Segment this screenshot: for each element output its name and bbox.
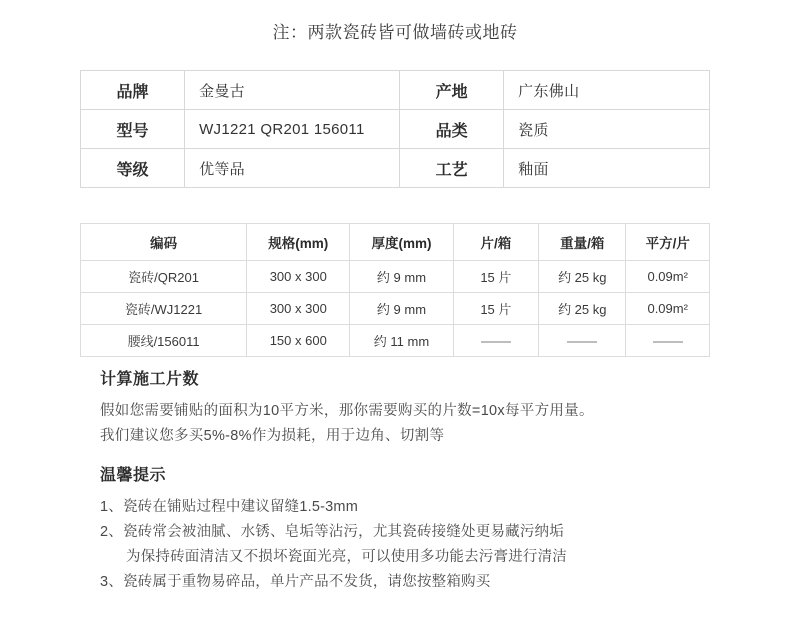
tip-item-1: 1、瓷砖在铺贴过程中建议留缝1.5-3mm bbox=[100, 499, 358, 515]
tips-section bbox=[100, 462, 720, 595]
dash-mark bbox=[653, 341, 683, 343]
spec-value-brand: 金曼古 bbox=[185, 71, 400, 110]
table-row bbox=[81, 71, 710, 110]
table-row bbox=[81, 110, 710, 149]
cell-weight: 约 25 kg bbox=[539, 293, 626, 325]
spec-value-craft: 釉面 bbox=[504, 149, 710, 188]
cell-thickness: 约 11 mm bbox=[350, 325, 453, 357]
spec-label-brand: 品牌 bbox=[81, 71, 185, 110]
table-header-row bbox=[81, 224, 710, 261]
calculation-title: 计算施工片数 bbox=[100, 371, 200, 388]
table-row bbox=[81, 325, 710, 357]
spec-table bbox=[80, 70, 710, 188]
cell-size: 300 x 300 bbox=[247, 293, 350, 325]
col-header-code: 编码 bbox=[81, 224, 247, 261]
size-table bbox=[80, 223, 710, 357]
tip-item-2: 2、瓷砖常会被油腻、水锈、皂垢等沾污，尤其瓷砖接缝处更易藏污纳垢 bbox=[100, 523, 564, 540]
cell-code: 腰线/156011 bbox=[81, 325, 247, 357]
table-row bbox=[81, 261, 710, 293]
cell-code: 瓷砖/QR201 bbox=[81, 261, 247, 293]
tip-item-3: 3、瓷砖属于重物易碎品，单片产品不发货，请您按整箱购买 bbox=[100, 573, 491, 590]
cell-pieces-empty bbox=[453, 325, 539, 357]
calculation-line-2: 我们建议您多买5%-8%作为损耗，用于边角、切割等 bbox=[100, 428, 445, 445]
table-row bbox=[81, 149, 710, 188]
col-header-size: 规格(mm) bbox=[247, 224, 350, 261]
note-text: 注：两款瓷砖皆可做墙砖或地砖 bbox=[272, 23, 518, 42]
spec-value-origin: 广东佛山 bbox=[504, 71, 710, 110]
spec-value-category: 瓷质 bbox=[504, 110, 710, 149]
cell-pieces: 15 片 bbox=[453, 293, 539, 325]
col-header-area-per-piece: 平方/片 bbox=[626, 224, 710, 261]
dash-mark bbox=[481, 341, 511, 343]
cell-thickness: 约 9 mm bbox=[350, 261, 453, 293]
dash-mark bbox=[567, 341, 597, 343]
tips-title: 温馨提示 bbox=[100, 467, 167, 484]
cell-size: 300 x 300 bbox=[247, 261, 350, 293]
spec-label-model: 型号 bbox=[81, 110, 185, 149]
spec-value-model: WJ1221 QR201 156011 bbox=[185, 110, 400, 149]
cell-code: 瓷砖/WJ1221 bbox=[81, 293, 247, 325]
spec-label-grade: 等级 bbox=[81, 149, 185, 188]
col-header-thickness: 厚度(mm) bbox=[350, 224, 453, 261]
calculation-section bbox=[100, 366, 720, 450]
spec-label-category: 品类 bbox=[400, 110, 504, 149]
calculation-line-1: 假如您需要铺贴的面积为10平方米，那你需要购买的片数=10x每平方用量。 bbox=[100, 403, 594, 419]
col-header-pieces-per-box: 片/箱 bbox=[453, 224, 539, 261]
cell-weight: 约 25 kg bbox=[539, 261, 626, 293]
cell-area-empty bbox=[626, 325, 710, 357]
tip-item-2-continued: 为保持砖面清洁又不损坏瓷面光亮，可以使用多功能去污膏进行清洁 bbox=[126, 548, 567, 565]
spec-label-origin: 产地 bbox=[400, 71, 504, 110]
cell-pieces: 15 片 bbox=[453, 261, 539, 293]
cell-area: 0.09m² bbox=[626, 261, 710, 293]
cell-area: 0.09m² bbox=[626, 293, 710, 325]
table-row bbox=[81, 293, 710, 325]
spec-label-craft: 工艺 bbox=[400, 149, 504, 188]
cell-size: 150 x 600 bbox=[247, 325, 350, 357]
col-header-weight-per-box: 重量/箱 bbox=[539, 224, 626, 261]
cell-thickness: 约 9 mm bbox=[350, 293, 453, 325]
spec-value-grade: 优等品 bbox=[185, 149, 400, 188]
cell-weight-empty bbox=[539, 325, 626, 357]
